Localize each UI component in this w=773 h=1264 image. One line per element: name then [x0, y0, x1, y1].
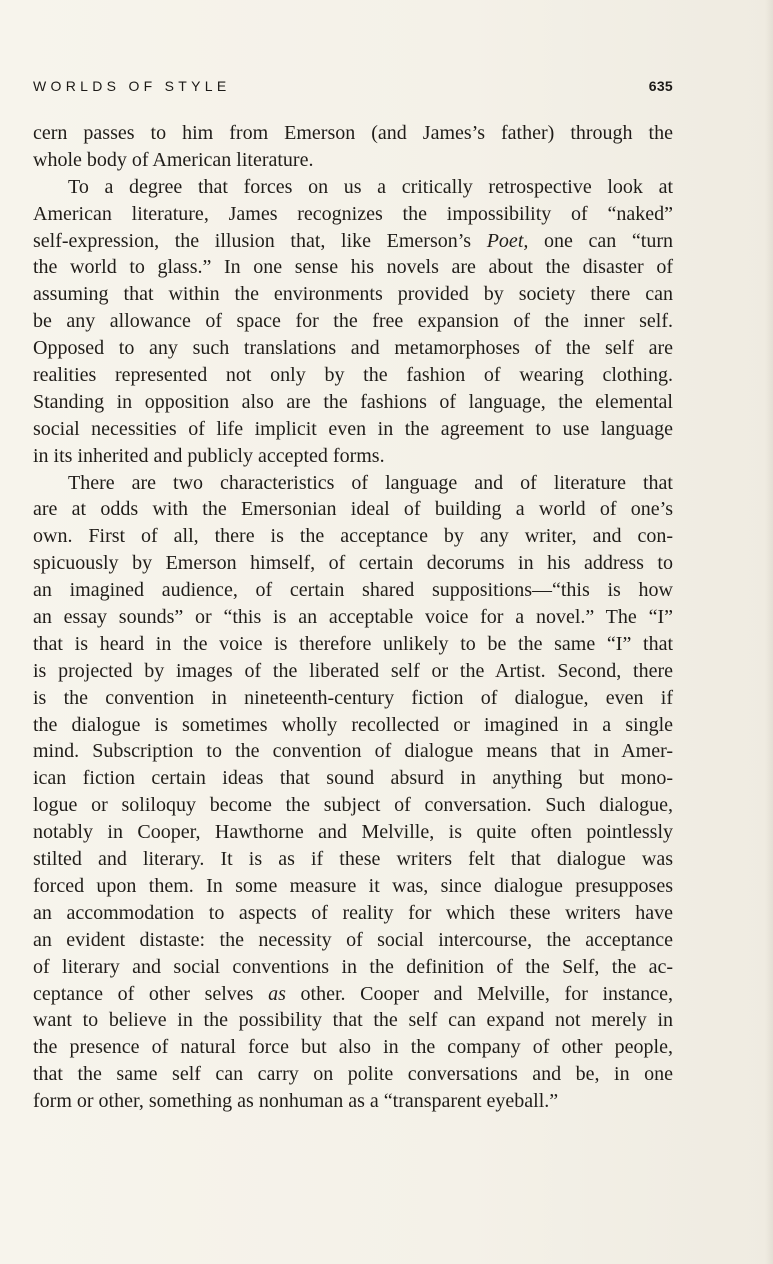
- text-line: stilted and literary. It is as if these writers felt that dialogue was: [33, 848, 673, 871]
- text-line: want to believe in the possibility that the self can expand not merely in: [33, 1009, 673, 1032]
- text-line: that the same self can carry on polite conversations and be, in one: [33, 1063, 673, 1086]
- text-line: There are two characteristics of language and of literature that: [68, 471, 673, 494]
- text-line: realities represented not only by the fashion of wearing clothing.: [33, 364, 673, 387]
- text-line: is projected by images of the liberated self or the Artist. Second, there: [33, 659, 673, 682]
- text-line: own. First of all, there is the acceptance by any writer, and con-: [33, 525, 673, 548]
- text-line: self-expression, the illusion that, like Emerson’s Poet, one can “turn: [33, 229, 673, 252]
- text-line: the dialogue is sometimes wholly recollected or imagined in a single: [33, 713, 673, 736]
- text-line: Opposed to any such translations and metamorphoses of the self are: [33, 337, 673, 360]
- text-line: that is heard in the voice is therefore unlikely to be the same “I” that: [33, 632, 673, 655]
- text-line: forced upon them. In some measure it was, since dialogue presupposes: [33, 874, 673, 897]
- text-line: are at odds with the Emersonian ideal of building a world of one’s: [33, 498, 673, 521]
- text-line: an accommodation to aspects of reality for which these writers have: [33, 901, 673, 924]
- text-line: be any allowance of space for the free expansion of the inner self.: [33, 310, 673, 333]
- text-line: is the convention in nineteenth-century fiction of dialogue, even if: [33, 686, 673, 709]
- text-line: the world to glass.” In one sense his novels are about the disaster of: [33, 256, 673, 279]
- text-line: American literature, James recognizes the impossibility of “naked”: [33, 202, 673, 225]
- text-line: whole body of American literature.: [33, 148, 314, 171]
- paragraph: [33, 174, 673, 470]
- text-line: Standing in opposition also are the fashions of language, the elemental: [33, 390, 673, 413]
- text-line: logue or soliloquy become the subject of conversation. Such dialogue,: [33, 794, 673, 817]
- text-line: form or other, something as nonhuman as a “transparent eyeball.”: [33, 1090, 559, 1113]
- text-line: of literary and social conventions in the definition of the Self, the ac-: [33, 955, 673, 978]
- text-line: notably in Cooper, Hawthorne and Melville, is quite often pointlessly: [33, 821, 673, 844]
- text-line: an essay sounds” or “this is an acceptable voice for a novel.” The “I”: [33, 606, 673, 629]
- paragraph: [33, 470, 673, 1115]
- page-edge-shadow: [765, 0, 773, 1264]
- page-number: 635: [648, 78, 673, 94]
- text-line: the presence of natural force but also in the company of other people,: [33, 1036, 673, 1059]
- paragraph: [33, 120, 673, 174]
- text-line: an imagined audience, of certain shared suppositions—“this is how: [33, 579, 673, 602]
- text-line: in its inherited and publicly accepted forms.: [33, 444, 385, 467]
- text-line: ceptance of other selves as other. Cooper and Melville, for instance,: [33, 982, 674, 1005]
- text-line: an evident distaste: the necessity of social intercourse, the acceptance: [33, 928, 673, 951]
- page-header: [33, 78, 673, 98]
- text-line: social necessities of life implicit even in the agreement to use language: [33, 417, 673, 440]
- text-line: To a degree that forces on us a critically retrospective look at: [68, 175, 673, 198]
- running-head: WORLDS OF STYLE: [33, 78, 231, 94]
- text-line: spicuously by Emerson himself, of certain decorums in his address to: [33, 552, 673, 575]
- text-line: ican fiction certain ideas that sound absurd in anything but mono-: [33, 767, 673, 790]
- text-line: assuming that within the environments provided by society there can: [33, 283, 673, 306]
- text-line: mind. Subscription to the convention of dialogue means that in Amer-: [33, 740, 673, 763]
- body-text: [33, 120, 673, 1115]
- text-line: cern passes to him from Emerson (and James’s father) through the: [33, 122, 673, 144]
